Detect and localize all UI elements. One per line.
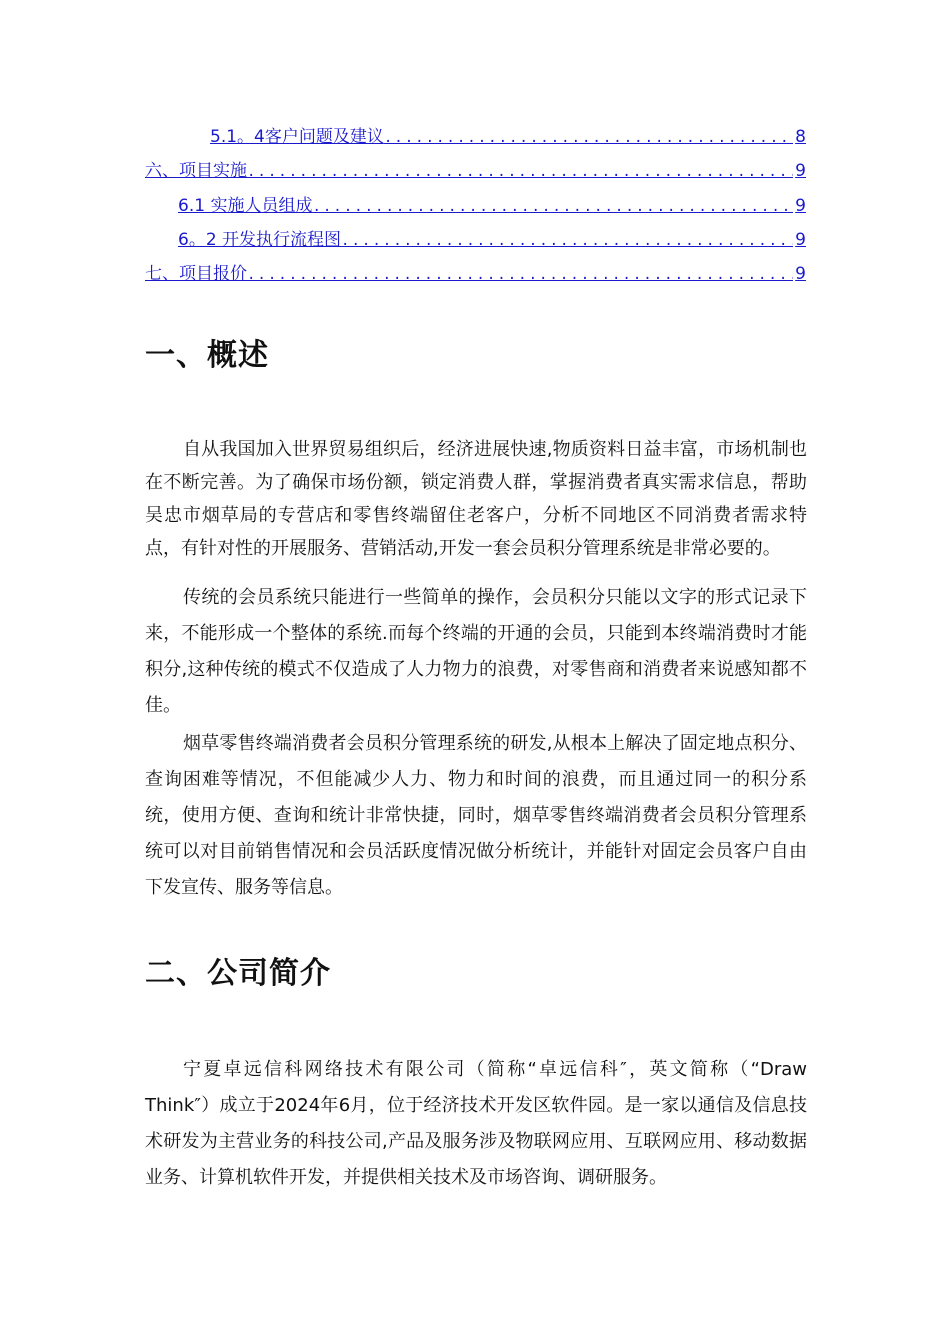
toc-leader-dots	[384, 126, 793, 149]
section-heading-company-intro: 二、公司简介	[145, 956, 331, 991]
body-paragraph: 自从我国加入世界贸易组织后，经济进展快速,物质资料日益丰富，市场机制也在不断完善。为了确保市场份额，锁定消费人群，掌握消费者真实需求信息，帮助吴忠市烟草局的专营店和零售终端留住老客户，分析不同地区不同消费者需求特点，有针对性的开展服务、营销活动,开发一套会员积分管理系统是非常必要的。	[145, 439, 807, 559]
toc-entry[interactable]	[178, 194, 806, 218]
toc-entry[interactable]	[210, 125, 806, 149]
toc-entry-page[interactable]: 9	[795, 161, 806, 181]
toc-entry-title[interactable]: 5.1。4客户问题及建议	[210, 127, 384, 147]
body-paragraph: 宁夏卓远信科网络技术有限公司（简称“卓远信科″，英文简称（“Draw Think″）成立于2024年6月，位于经济技术开发区软件园。是一家以通信及信息技术研发为主营业务的科技公司,产品及服务涉及物联网应用、互联网应用、移动数据业务、计算机软件开发，并提供相关技术及市场咨询、调研服务。	[145, 1059, 807, 1188]
section-heading-overview: 一、概述	[145, 338, 269, 373]
toc-entry[interactable]	[178, 228, 806, 252]
toc-leader-dots	[247, 160, 793, 183]
toc-leader-dots	[247, 263, 793, 286]
toc-leader-dots	[312, 195, 793, 218]
toc-entry-title[interactable]: 六、项目实施	[145, 161, 247, 181]
toc-entry-title[interactable]: 6。2 开发执行流程图	[178, 230, 342, 250]
body-paragraph: 烟草零售终端消费者会员积分管理系统的研发,从根本上解决了固定地点积分、查询困难等情况，不但能减少人力、物力和时间的浪费，而且通过同一的积分系统，使用方便、查询和统计非常快捷，同时，烟草零售终端消费者会员积分管理系统可以对目前销售情况和会员活跃度情况做分析统计，并能针对固定会员客户自由下发宣传、服务等信息。	[145, 733, 807, 898]
toc-entry[interactable]	[145, 159, 806, 183]
toc-entry-title[interactable]: 6.1 实施人员组成	[178, 196, 313, 216]
toc-entry-title[interactable]: 七、项目报价	[145, 264, 247, 284]
toc-entry-page[interactable]: 9	[795, 264, 806, 284]
toc-entry-page[interactable]: 8	[795, 127, 806, 147]
toc-leader-dots	[341, 229, 793, 252]
toc-entry-page[interactable]: 9	[795, 230, 806, 250]
toc-entry-page[interactable]: 9	[795, 196, 806, 216]
toc-entry[interactable]	[145, 262, 806, 286]
body-paragraph: 传统的会员系统只能进行一些简单的操作，会员积分只能以文字的形式记录下来，不能形成一个整体的系统.而每个终端的开通的会员，只能到本终端消费时才能积分,这种传统的模式不仅造成了人力物力的浪费，对零售商和消费者来说感知都不佳。	[145, 587, 807, 716]
